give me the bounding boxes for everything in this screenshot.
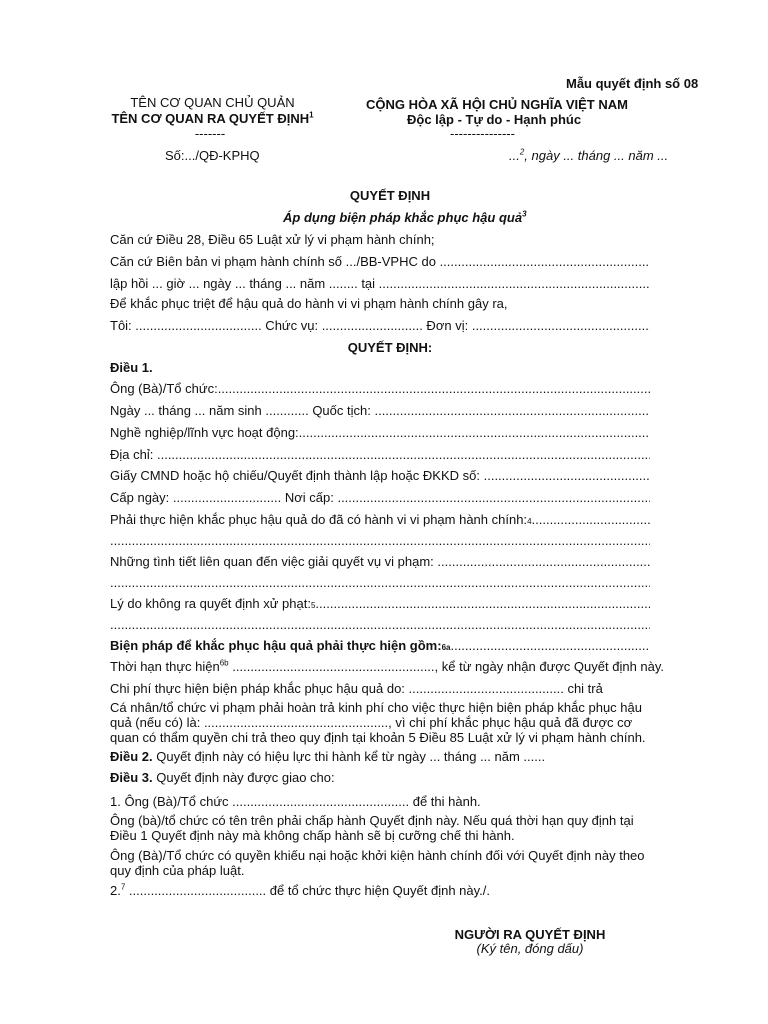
- fill-line: [374, 403, 650, 419]
- left-divider: -------: [194, 126, 226, 141]
- fill-line: [315, 596, 650, 612]
- issuer-line: Tôi: ................................... Chức vụ: ............................ Đơn vị: .....: [110, 318, 650, 334]
- refund-paragraph: Cá nhân/tổ chức vi phạm phải hoàn trả kinh phí cho việc thực hiện biện pháp khắc phục hậu quả (nếu có) là: ..................................................., vì chi phí khắc phục hậu quả đã được cơ quan có thẩm quyền chi trả theo quy định tại khoản 5 Điều 85 Luật xử lý vi phạm hành chính.: [110, 700, 646, 745]
- fill-line: [450, 638, 650, 654]
- field-reason: Lý do không ra quyết định xử phạt: 5 .....: [110, 596, 650, 612]
- field-occupation: Nghề nghiệp/lĩnh vực hoạt động: .....: [110, 425, 650, 441]
- article-2: Điều 2. Quyết định này có hiệu lực thi hành kể từ ngày ... tháng ... năm ......: [110, 749, 546, 764]
- field-measures: Biện pháp để khắc phục hậu quả phải thực hiện gồm: 6a .....: [110, 638, 650, 654]
- decide-heading: QUYẾT ĐỊNH:: [347, 340, 433, 355]
- fill-line: [337, 490, 650, 506]
- right-divider: ---------------: [450, 126, 515, 141]
- country-name: CỘNG HÒA XÃ HỘI CHỦ NGHĨA VIỆT NAM: [366, 97, 628, 112]
- signature-note: (Ký tên, đóng dấu): [476, 941, 584, 956]
- fill-line: [532, 512, 650, 528]
- decision-number: Số:.../QĐ-KPHQ: [165, 148, 260, 163]
- document-title: QUYẾT ĐỊNH: [349, 188, 431, 203]
- compliance-paragraph: Ông (bà)/tổ chức có tên trên phải chấp hành Quyết định này. Nếu quá thời hạn quy định tại Điều 1 Quyết định này mà không chấp hành sẽ bị cưỡng chế thi hành.: [110, 813, 634, 843]
- fill-line: [379, 276, 650, 292]
- fill-line: [157, 447, 650, 463]
- recipient-2: 2.$^7$ ...................................... để tổ chức thực hiện Quyết định này./.: [110, 882, 491, 898]
- field-cost: Chi phí thực hiện biện pháp khắc phục hậu quả do: ........................................... chi trả: [110, 681, 603, 696]
- field-person: Ông (Bà)/Tổ chức: .....: [110, 381, 650, 397]
- fill-line-full: [110, 533, 650, 549]
- field-details: Những tình tiết liên quan đến việc giải quyết vụ vi phạm: .....: [110, 554, 650, 570]
- field-dob-nationality: Ngày ... tháng ... năm sinh ............ Quốc tịch: .....: [110, 403, 650, 419]
- field-address: Địa chỉ: .....: [110, 447, 650, 463]
- fill-line: [440, 254, 650, 270]
- field-must-fix: Phải thực hiện khắc phục hậu quả do đã có hành vi vi phạm hành chính: 4 .....: [110, 512, 650, 528]
- signature-title: NGƯỜI RA QUYẾT ĐỊNH: [454, 927, 606, 942]
- field-id-number: Giấy CMND hoặc hộ chiếu/Quyết định thành lập hoặc ĐKKD số: .....: [110, 468, 650, 484]
- basis-record-time: lập hồi ... giờ ... ngày ... tháng ... năm ........ tại .....: [110, 276, 650, 292]
- fill-line: [484, 468, 650, 484]
- fill-line: [110, 575, 650, 591]
- fill-line: [110, 617, 650, 633]
- fill-line-full: [110, 617, 650, 633]
- field-issue: Cấp ngày: .............................. Nơi cấp: .....: [110, 490, 650, 506]
- article-3: Điều 3. Quyết định này được giao cho:: [110, 770, 335, 785]
- country-motto: Độc lập - Tự do - Hạnh phúc: [407, 112, 582, 127]
- agency-parent: TÊN CƠ QUAN CHỦ QUẢN: [130, 95, 295, 110]
- appeal-paragraph: Ông (Bà)/Tổ chức có quyền khiếu nại hoặc khởi kiện hành chính đối với Quyết định này theo quy định của pháp luật.: [110, 848, 645, 878]
- basis-record: Căn cứ Biên bản vi phạm hành chính số .../BB-VPHC do .....: [110, 254, 650, 270]
- fill-line: [472, 318, 650, 334]
- fill-line: [110, 533, 650, 549]
- form-number: Mẫu quyết định số 08: [566, 76, 699, 91]
- document-subtitle: Áp dụng biện pháp khắc phục hậu quả$^3$: [283, 209, 527, 225]
- article-1-title: Điều 1.: [110, 360, 153, 375]
- fill-line: [437, 554, 650, 570]
- field-deadline: Thời hạn thực hiện$^{6b}$ ........................................................, kể từ ngày nhận được Quyết định này.: [110, 658, 665, 674]
- place-date: ...$^2$, ngày ... tháng ... năm ...: [509, 147, 669, 163]
- fill-line-full: [110, 575, 650, 591]
- basis-purpose: Để khắc phục triệt để hậu quả do hành vi vi phạm hành chính gây ra,: [110, 296, 508, 311]
- basis-law: Căn cứ Điều 28, Điều 65 Luật xử lý vi phạm hành chính;: [110, 232, 435, 247]
- fill-line: [218, 381, 650, 397]
- fill-line: [299, 425, 650, 441]
- agency-issuer: TÊN CƠ QUAN RA QUYẾT ĐỊNH$^1$: [111, 110, 314, 126]
- recipient-1: 1. Ông (Bà)/Tổ chức ................................................. để thi hành.: [110, 794, 481, 809]
